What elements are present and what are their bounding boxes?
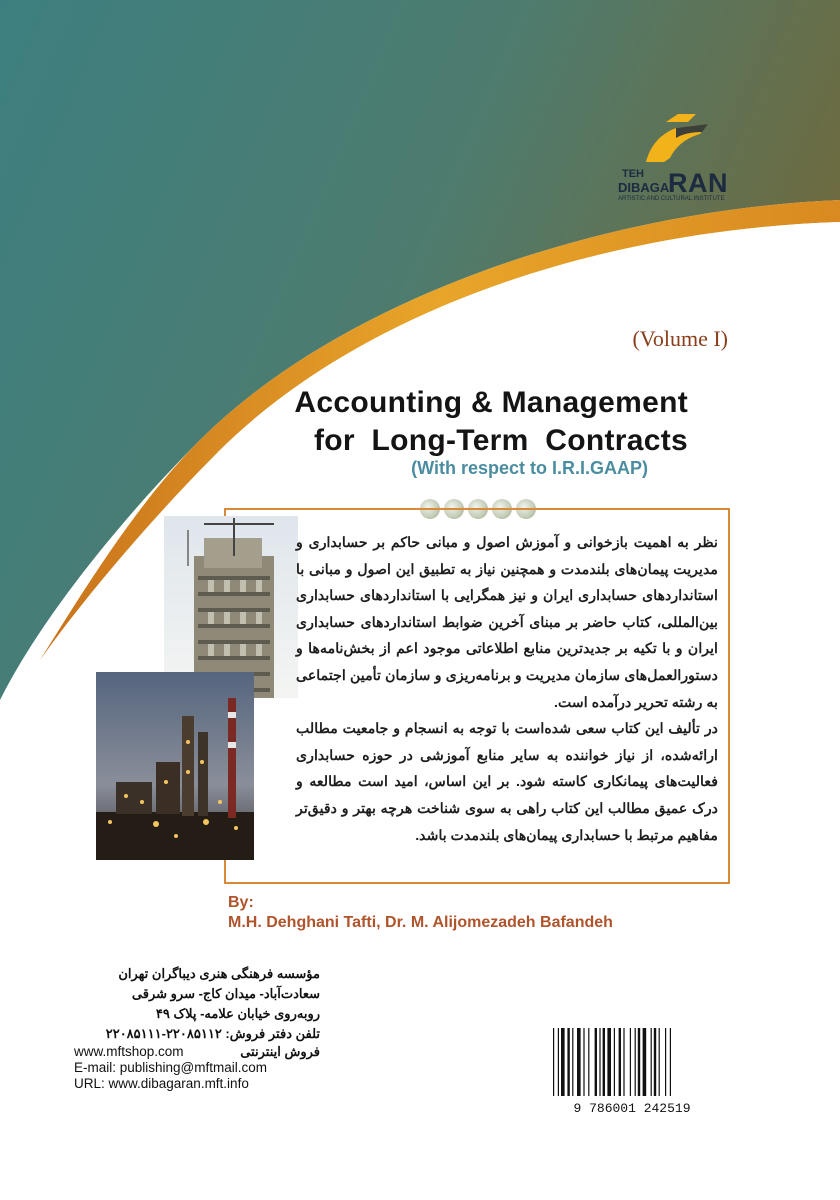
logo-word-dibaga: DIBAGA <box>618 180 670 195</box>
barcode-bar <box>553 1028 554 1096</box>
logo-word-ran: RAN <box>668 168 728 198</box>
description-text <box>296 530 718 849</box>
barcode-bar <box>588 1028 589 1096</box>
barcode-bar <box>595 1028 597 1096</box>
by-label: By: <box>228 894 254 911</box>
online-shop-label: فروش اینترنتی <box>240 1044 320 1059</box>
isbn-number: 9 786001 242519 <box>573 1101 691 1116</box>
publisher-phone: تلفن دفتر فروش: ۲۲۰۸۵۱۱۲-۲۲۰۸۵۱۱۱ <box>105 1026 320 1041</box>
construction-photo <box>164 516 298 698</box>
barcode-bar <box>577 1028 581 1096</box>
barcode-bar <box>607 1028 611 1096</box>
online-shop-row <box>74 1044 320 1060</box>
publisher-logo <box>612 110 742 210</box>
barcode-bar <box>670 1028 671 1096</box>
barcode-bar <box>614 1028 615 1096</box>
description-paragraph-1: نظر به اهمیت بازخوانی و آموزش اصول و مبانی حاکم بر حسابداری و مدیریت پیمان‌های بلندمدت و همچنین نیاز به تطبیق این اصول و مبانی با استانداردهای حسابداری ایران و نیز همگرایی با استانداردهای حسابداری بین‌المللی، کتاب حاضر بر مبنای آخرین ضوابط استانداردهای حسابداری ایران و با تکیه بر جدیدترین منابع اطلاعاتی موجود اعم از بخش‌نامه‌ها و دستورالعمل‌های سازمان مدیریت و برنامه‌ریزی و سازمان تأمین اجتماعی به رشته تحریر درآمده است. <box>296 535 718 711</box>
logo-tagline: ARTISTIC AND CULTURAL INSTITUTE <box>618 196 725 202</box>
volume-label: (Volume I) <box>632 326 728 351</box>
barcode-bar <box>567 1028 569 1096</box>
barcode-bar <box>603 1028 605 1096</box>
barcode-bar <box>651 1028 652 1096</box>
publisher-email: E-mail: publishing@mftmail.com <box>74 1060 268 1075</box>
isbn-barcode <box>547 1024 717 1116</box>
barcode-bar <box>599 1028 600 1096</box>
publisher-name: مؤسسه فرهنگی هنری دیباگران تهران <box>118 966 320 981</box>
publisher-address-1: سعادت‌آباد- میدان کاج- سرو شرقی <box>131 986 320 1001</box>
book-subtitle: (With respect to I.R.I.GAAP) <box>411 458 648 478</box>
refinery-photo <box>96 672 254 860</box>
barcode-bar <box>623 1028 624 1096</box>
online-shop-url: www.mftshop.com <box>74 1044 184 1059</box>
barcode-bar <box>558 1028 559 1096</box>
barcode-bar <box>619 1028 621 1096</box>
publisher-address-2: روبه‌روی خیابان علامه- پلاک ۴۹ <box>155 1006 320 1021</box>
barcode-bar <box>635 1028 636 1096</box>
publisher-logo-mark-icon <box>636 110 716 166</box>
barcode-bar <box>665 1028 666 1096</box>
publisher-url: URL: www.dibagaran.mft.info <box>74 1076 249 1091</box>
book-title-line-1: Accounting & Management <box>294 386 688 419</box>
barcode-bar <box>638 1028 640 1096</box>
barcode-bar <box>659 1028 660 1096</box>
barcode-bar <box>630 1028 631 1096</box>
barcode-bar <box>583 1028 584 1096</box>
barcode-bar <box>654 1028 656 1096</box>
publisher-info <box>74 964 320 1092</box>
description-paragraph-2: در تألیف این کتاب سعی شده‌است با توجه به انسجام و جامعیت مطالب ارائه‌شده، از نیاز خواننده به سایر منابع آموزشی در حوزه حسابداری فعالیت‌های پیمانکاری کاسته شود. بر این اساس، امید است مطالعه و درک عمیق مطالب این کتاب راهی به سوی شناخت هرچه بهتر و دقیق‌تر مفاهیم مرتبط با حسابداری پیمان‌های بلندمدت باشد. <box>296 721 718 844</box>
barcode-bar <box>643 1028 647 1096</box>
logo-word-teh: TEH <box>622 168 644 180</box>
authors: M.H. Dehghani Tafti, Dr. M. Alijomezadeh Bafandeh <box>228 914 613 931</box>
barcode-bar <box>572 1028 573 1096</box>
book-title-line-2: for Long-Term Contracts <box>313 424 688 457</box>
barcode-bar <box>561 1028 565 1096</box>
